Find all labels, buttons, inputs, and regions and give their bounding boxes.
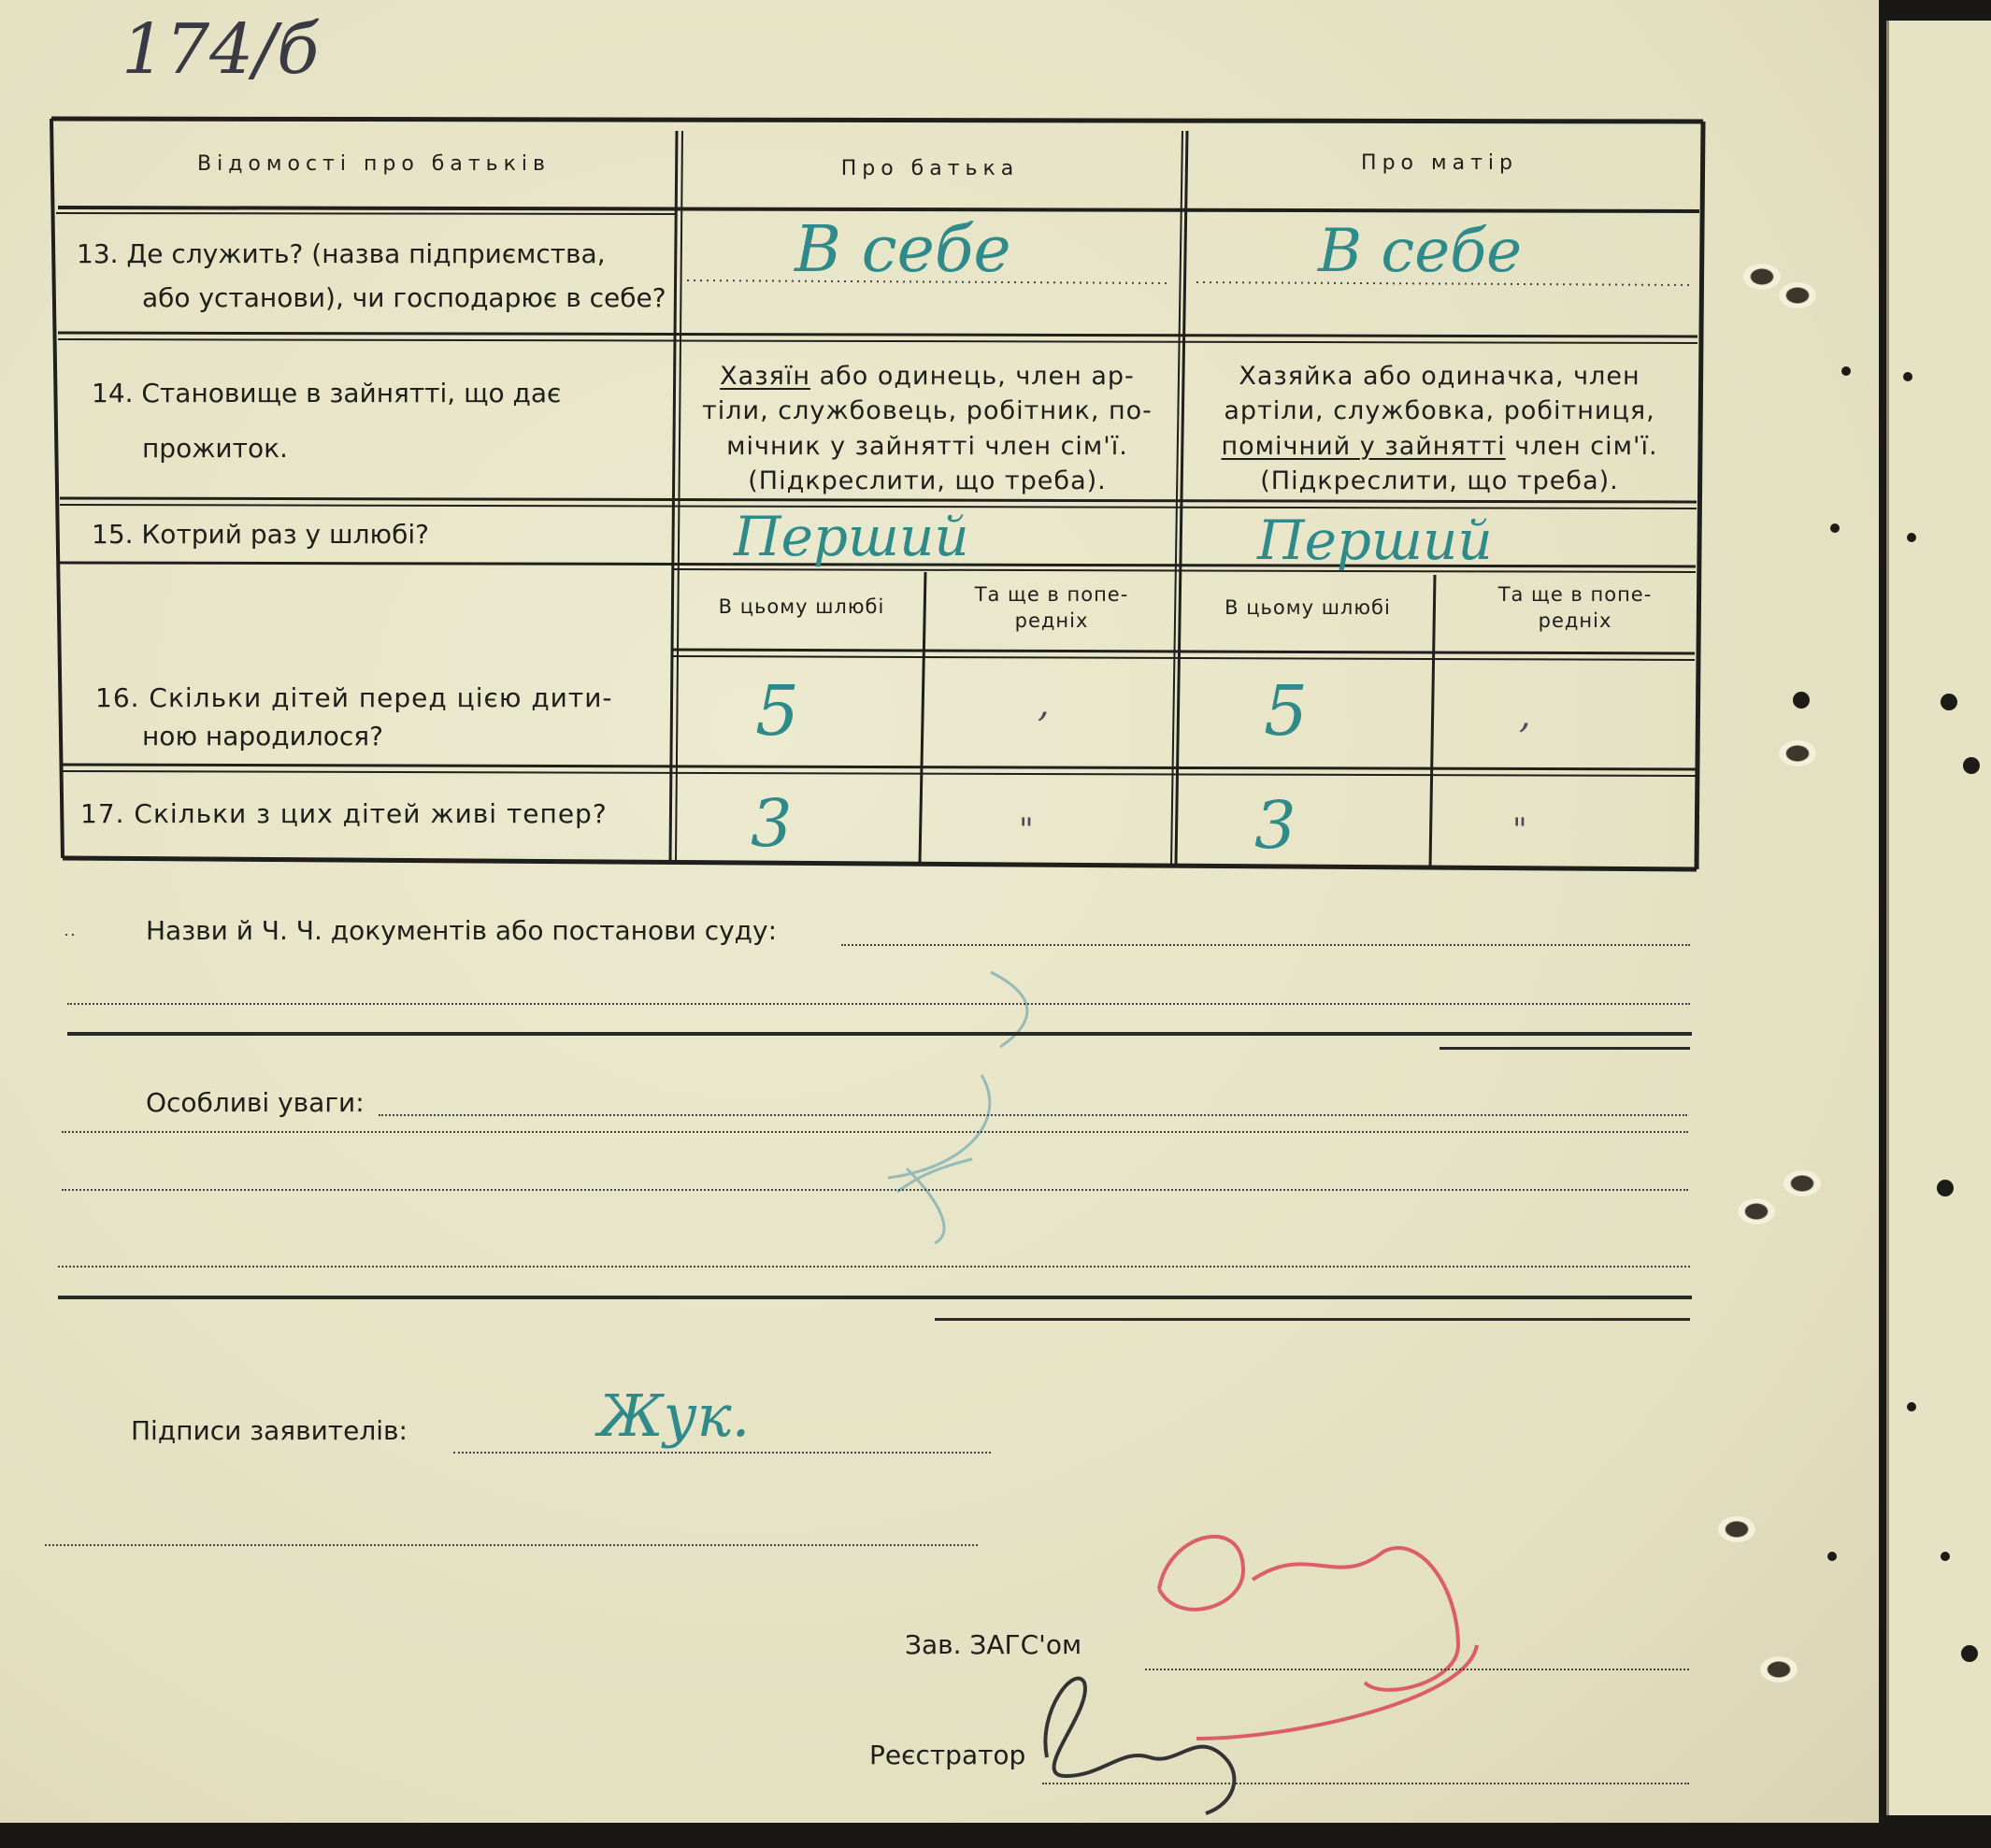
binding-hole xyxy=(1961,1645,1978,1662)
q14-mother-note: (Підкреслити, що треба). xyxy=(1260,466,1619,495)
archive-number: 174/б xyxy=(122,9,320,90)
registrar-line xyxy=(1042,1783,1689,1784)
q14-mother-opt-1: Хазяйка або одиначка, член xyxy=(1239,362,1640,391)
binding-hole xyxy=(1907,533,1916,542)
signatures-label: Підписи заявителів: xyxy=(131,1415,408,1446)
applicant-signature: Жук. xyxy=(598,1382,751,1450)
binding-hole xyxy=(1776,280,1819,310)
q17-father-this: 3 xyxy=(751,785,793,862)
binding-hole xyxy=(1841,366,1851,376)
q15-father-answer: Перший xyxy=(734,505,969,568)
remarks-line-1 xyxy=(379,1114,1687,1116)
remarks-label: Особливі уваги: xyxy=(146,1087,365,1118)
q14-label-2: прожиток. xyxy=(142,433,288,464)
q16-label-2: ною народилося? xyxy=(142,721,383,752)
q17-mother-this: 3 xyxy=(1254,787,1296,864)
q14-label-1: 14. Становище в зайнятті, що дає xyxy=(92,378,562,408)
binding-hole xyxy=(1793,692,1810,709)
q16-sub-father-this: В цьому шлюбі xyxy=(718,595,885,618)
binding-hole xyxy=(1781,1168,1824,1198)
q16-father-this: 5 xyxy=(755,671,800,752)
q17-father-prev: " xyxy=(1019,811,1034,849)
header-info-parents: Відомості про батьків xyxy=(197,152,551,176)
binding-hole xyxy=(1830,523,1840,533)
q17-label: 17. Скільки з цих дітей живі тепер? xyxy=(80,798,608,829)
binding-hole xyxy=(1735,1196,1778,1226)
binding-hole xyxy=(1776,738,1819,768)
blue-z-marks xyxy=(888,972,1027,1243)
red-signature xyxy=(1159,1537,1477,1739)
head-label: Зав. ЗАГС'ом xyxy=(905,1629,1082,1660)
remarks-line-1b xyxy=(62,1131,1688,1133)
q14-father-options xyxy=(694,359,1161,498)
q14-father-opt-1: або одинець, член ар- xyxy=(819,362,1135,391)
divider-1b xyxy=(1440,1047,1690,1050)
q13-mother-answer: В себе xyxy=(1318,217,1523,286)
q16-mother-prev: , xyxy=(1519,694,1531,737)
header-father: Про батька xyxy=(840,157,1020,180)
q14-father-selected: Хазяїн xyxy=(720,362,810,391)
q17-mother-prev: " xyxy=(1512,811,1527,849)
q14-father-opt-3: мічник у зайнятті член сім'ї. xyxy=(726,431,1128,461)
q13-label-2: або установи), чи господарює в себе? xyxy=(142,282,666,313)
divider-2b xyxy=(935,1318,1690,1321)
q14-father-opt-2: тіли, службовець, робітник, по- xyxy=(702,396,1153,426)
documents-line-1 xyxy=(841,944,1690,946)
q14-father-note: (Підкреслити, що треба). xyxy=(748,466,1107,495)
q16-sub-mother-this: В цьому шлюбі xyxy=(1225,596,1391,619)
q14-mother-options xyxy=(1196,359,1683,498)
q14-mother-opt-2: артіли, службовка, робітниця, xyxy=(1224,396,1655,426)
q16-father-prev: , xyxy=(1038,682,1050,725)
documents-label: Назви й Ч. Ч. документів або постанови суду: xyxy=(146,915,778,946)
header-mother: Про матір xyxy=(1361,151,1518,175)
signatures-line-1 xyxy=(453,1452,991,1454)
q14-mother-selected: помічний у зайнятті xyxy=(1221,431,1506,461)
divider-1 xyxy=(67,1032,1692,1036)
divider-2 xyxy=(58,1296,1692,1299)
head-line xyxy=(1145,1669,1689,1670)
q13-father-answer: В себе xyxy=(795,213,1011,287)
binding-hole xyxy=(1937,1180,1954,1196)
binding-hole xyxy=(1907,1402,1916,1411)
q16-sub-father-prev: Та ще в попе- редніх xyxy=(974,583,1129,633)
binding-hole xyxy=(1941,1552,1950,1561)
registrar-signature xyxy=(1045,1678,1234,1813)
remarks-line-3 xyxy=(58,1266,1690,1268)
q15-label: 15. Котрий раз у шлюбі? xyxy=(92,519,430,550)
remarks-line-2 xyxy=(62,1189,1688,1191)
binding-hole xyxy=(1941,694,1957,710)
binding-hole xyxy=(1757,1655,1800,1684)
q16-mother-this: 5 xyxy=(1264,671,1309,752)
binding-hole xyxy=(1903,372,1912,381)
binding-hole xyxy=(1715,1514,1758,1544)
registrar-label: Реєстратор xyxy=(869,1740,1026,1770)
documents-line-2 xyxy=(67,1003,1690,1005)
q16-sub-mother-prev: Та ще в попе- редніх xyxy=(1497,583,1653,633)
binding-hole xyxy=(1827,1552,1837,1561)
q14-mother-opt-3: член сім'ї. xyxy=(1514,431,1658,461)
binding-hole xyxy=(1963,757,1980,774)
adjacent-page-edge xyxy=(1886,21,1991,1815)
q16-label-1: 16. Скільки дітей перед цією дити- xyxy=(95,682,613,713)
q13-label-1: 13. Де служить? (назва підприємства, xyxy=(77,238,606,269)
q15-mother-answer: Перший xyxy=(1257,509,1493,572)
signatures-line-2 xyxy=(45,1544,978,1546)
